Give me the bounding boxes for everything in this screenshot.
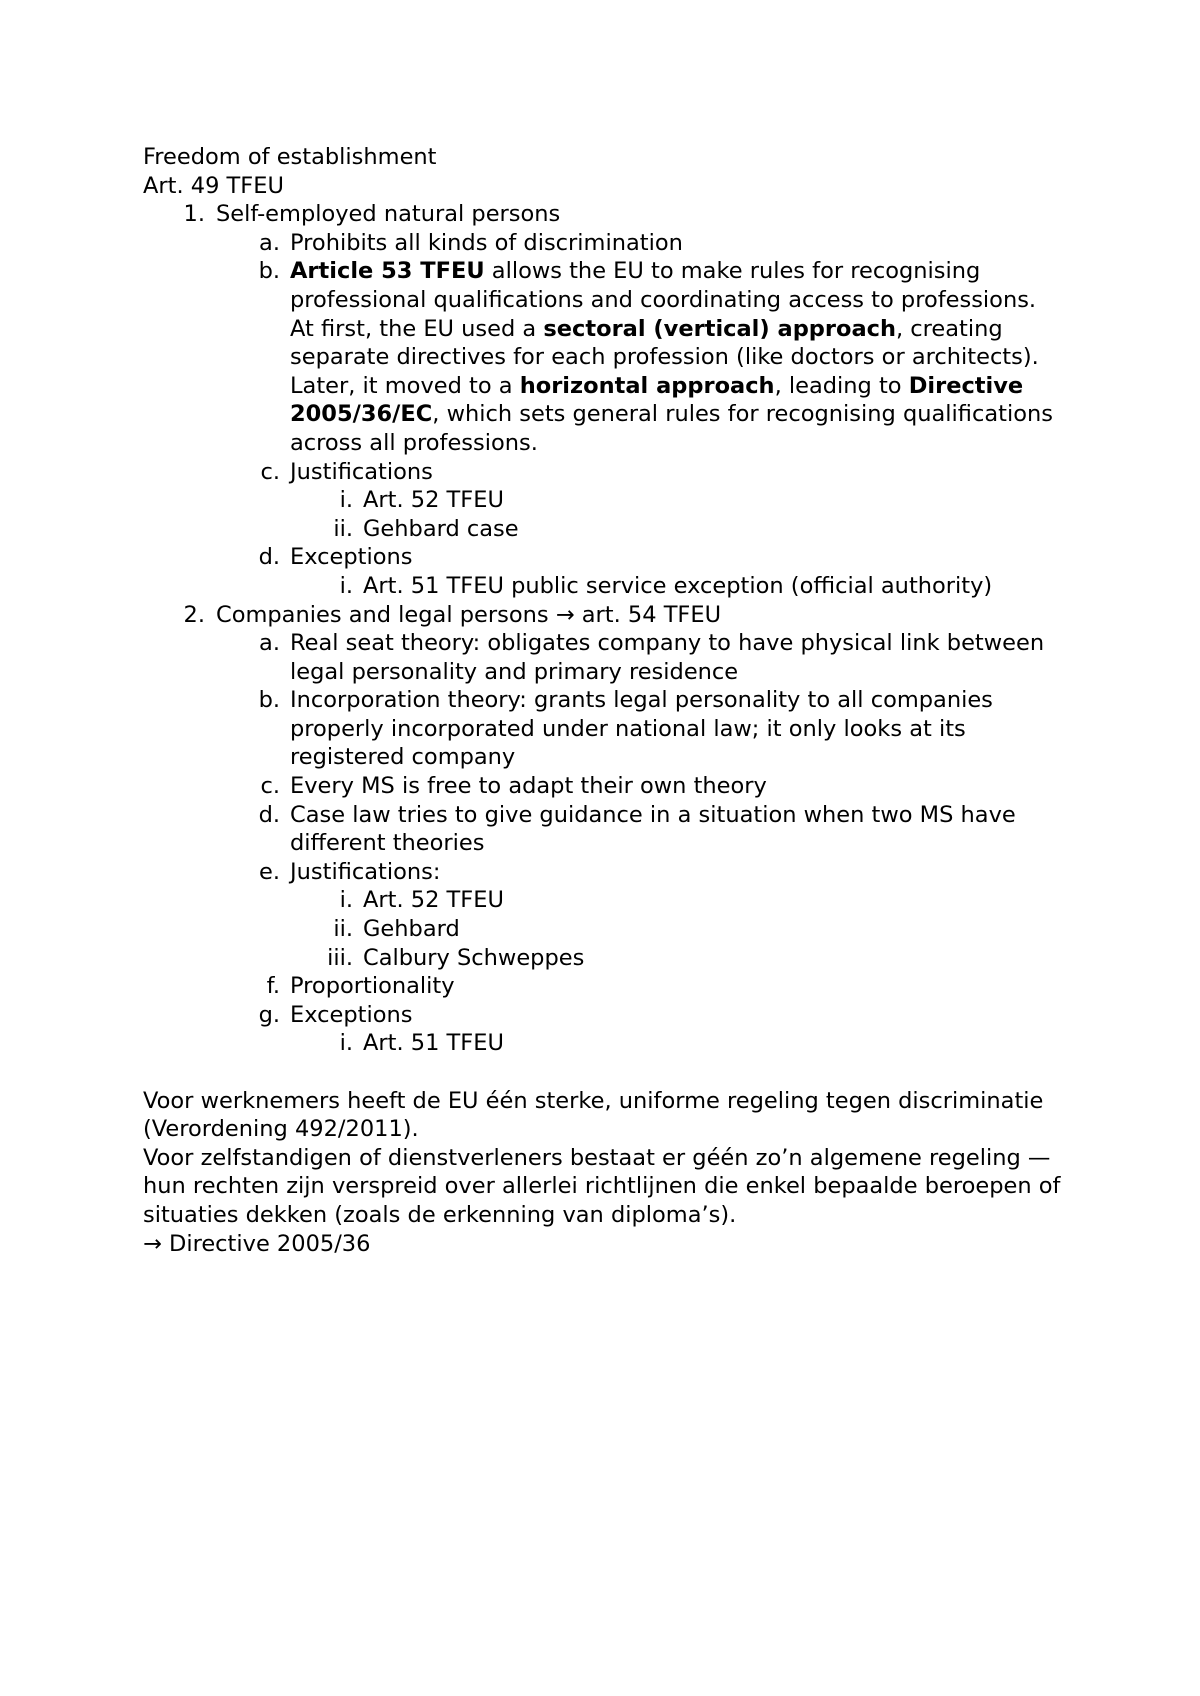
list-marker: b. [258, 687, 280, 714]
dutch-paragraph-1: Voor werknemers heeft de EU één sterke, uniforme regeling tegen discriminatie (Verordening 492/2011). [143, 1087, 1044, 1143]
list-marker: d. [258, 544, 280, 571]
list-item-2g-i [143, 1029, 1083, 1058]
list-item-2a [143, 629, 1083, 686]
list-item-text: Incorporation theory: grants legal personality to all companies properly incorporated under national law; it only looks at its registered company [290, 687, 993, 771]
list-item-2e-ii [143, 915, 1083, 944]
list-item-2e-iii [143, 944, 1083, 973]
list-item-2g [143, 1001, 1083, 1030]
list-marker: 2. [183, 601, 205, 628]
list-item-2e-i [143, 886, 1083, 915]
list-item-1a [143, 229, 1083, 258]
paragraph-text: At first, the EU used a [290, 315, 544, 342]
list-item-text: Art. 51 TFEU public service exception (official authority) [363, 572, 993, 599]
list-marker: e. [259, 858, 280, 885]
list-item-text: Art. 52 TFEU [363, 487, 504, 514]
paragraph-sectoral-approach [290, 315, 1083, 372]
list-item-text: Exceptions [290, 1001, 413, 1028]
bold-directive: Directive 2005/36/EC [290, 372, 1024, 428]
list-item-text: Real seat theory: obligates company to have physical link between legal personality and primary residence [290, 630, 1045, 685]
list-marker: i. [339, 1030, 353, 1057]
paragraph-text: allows the EU to make rules for recognising professional qualifications and coordinating access to professions. [290, 258, 1037, 313]
list-item-1c-i [143, 486, 1083, 515]
list-marker: d. [258, 801, 280, 828]
list-item-2d [143, 801, 1083, 858]
list-item-2c [143, 772, 1083, 801]
list-item-2b [143, 686, 1083, 772]
list-item-text: Case law tries to give guidance in a situation when two MS have different theories [290, 801, 1016, 857]
list-marker: a. [259, 630, 280, 657]
list-item-text: Gehbard case [363, 515, 519, 542]
paragraph-article-53 [290, 257, 1083, 314]
list-item-text: Calbury Schweppes [363, 944, 585, 971]
list-marker: ii. [333, 515, 353, 542]
list-item-text: Prohibits all kinds of discrimination [290, 229, 683, 256]
list-item-1d [143, 543, 1083, 572]
bold-article-53: Article 53 TFEU [290, 258, 485, 285]
list-item-text: Self-employed natural persons [216, 201, 561, 228]
paragraph-text: , which sets general rules for recognising qualifications across all professions. [290, 401, 1053, 456]
list-marker: i. [339, 572, 353, 599]
list-marker: c. [260, 458, 280, 485]
list-item-1c [143, 458, 1083, 487]
list-item-text: Art. 52 TFEU [363, 887, 504, 914]
list-item-1d-i [143, 572, 1083, 601]
list-item-text: Art. 51 TFEU [363, 1030, 504, 1057]
paragraph-horizontal-approach [290, 372, 1083, 458]
paragraph-text: Later, it moved to a [290, 372, 520, 399]
list-item-1 [143, 200, 1083, 229]
list-marker: c. [260, 773, 280, 800]
list-item-2f [143, 972, 1083, 1001]
bold-sectoral-approach: sectoral (vertical) approach [543, 315, 896, 342]
list-marker: i. [339, 487, 353, 514]
list-item-text: Proportionality [290, 973, 455, 1000]
list-item-2 [143, 601, 1083, 630]
bold-horizontal-approach: horizontal approach [519, 372, 775, 399]
document-body [143, 143, 1083, 1258]
list-marker: g. [258, 1001, 280, 1028]
list-marker: b. [258, 258, 280, 285]
list-item-text: Justifications: [290, 858, 441, 885]
paragraph-text: , creating separate directives for each profession (like doctors or architects). [290, 315, 1039, 371]
blank-line [143, 1058, 1083, 1087]
document-title: Freedom of establishment [143, 144, 437, 170]
list-item-1b [143, 257, 1083, 457]
list-marker: iii. [327, 944, 353, 971]
list-marker: i. [339, 887, 353, 914]
list-item-2e [143, 858, 1083, 887]
list-item-text: Justifications [290, 458, 433, 485]
paragraph-text: , leading to [774, 372, 909, 399]
list-marker: ii. [333, 916, 353, 943]
list-marker: f. [266, 973, 280, 1000]
list-item-text: Gehbard [363, 916, 460, 943]
list-item-text: Every MS is free to adapt their own theory [290, 773, 767, 800]
directive-reference: → Directive 2005/36 [143, 1230, 371, 1257]
list-item-text: Companies and legal persons → art. 54 TFEU [216, 601, 722, 628]
list-item-1c-ii [143, 515, 1083, 544]
article-heading: Art. 49 TFEU [143, 172, 284, 199]
list-item-text: Exceptions [290, 544, 413, 571]
list-marker: a. [259, 229, 280, 256]
dutch-paragraph-2: Voor zelfstandigen of dienstverleners bestaat er géén zo’n algemene regeling — hun rechten zijn verspreid over allerlei richtlijnen die enkel bepaalde beroepen of situaties dekken (zoals de erkenning van diploma’s). [143, 1144, 1061, 1228]
list-marker: 1. [183, 201, 205, 228]
